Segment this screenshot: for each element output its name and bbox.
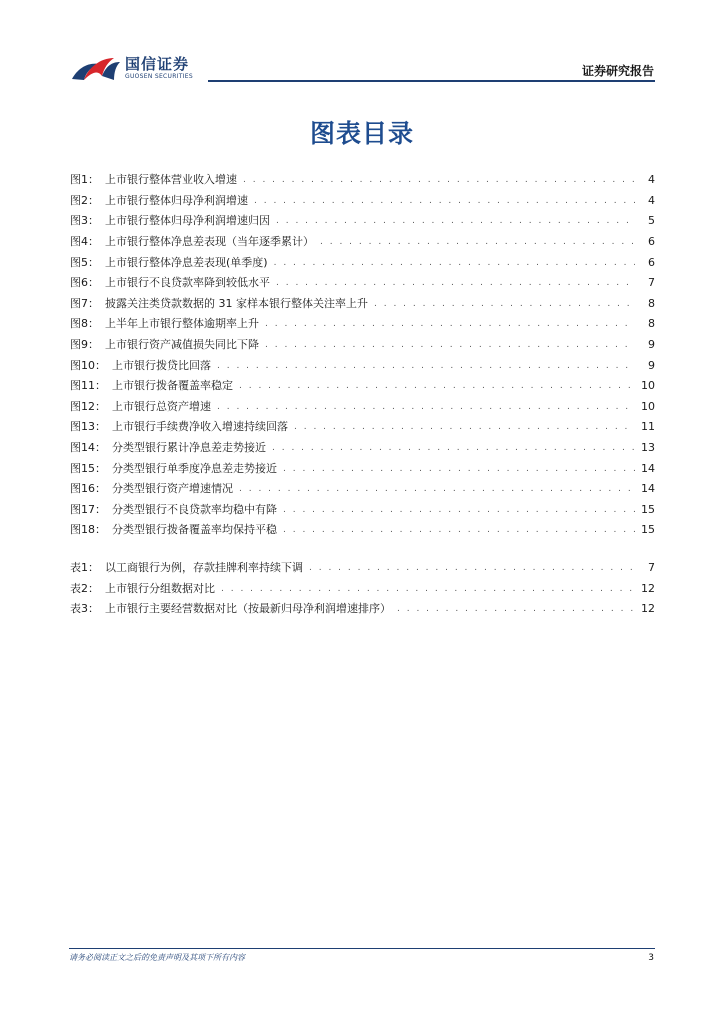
toc-entry[interactable] bbox=[70, 252, 655, 273]
toc-leader-dots bbox=[265, 338, 635, 352]
toc-entry[interactable] bbox=[70, 500, 655, 521]
toc-entry-label: 表3： bbox=[70, 602, 99, 616]
toc-entry-title: 上市银行资产减值损失同比下降 bbox=[105, 338, 259, 352]
toc-leader-dots bbox=[294, 420, 635, 434]
toc-entry-label: 图11： bbox=[70, 379, 106, 393]
toc-leader-dots bbox=[239, 379, 635, 393]
toc-leader-dots bbox=[239, 482, 635, 496]
toc-leader-dots bbox=[221, 582, 635, 596]
page-title: 图表目录 bbox=[309, 119, 414, 148]
toc-leader-dots bbox=[217, 359, 635, 373]
toc-leader-dots bbox=[217, 400, 635, 414]
toc-entry[interactable] bbox=[70, 438, 655, 459]
toc-entry-page: 13 bbox=[641, 441, 655, 455]
toc-entry[interactable] bbox=[70, 170, 655, 191]
header-divider bbox=[208, 80, 655, 82]
toc-entry-page: 5 bbox=[648, 214, 655, 228]
toc-entry-title: 上市银行整体营业收入增速 bbox=[105, 173, 237, 187]
toc-entry-title: 上市银行整体归母净利润增速归因 bbox=[105, 214, 270, 228]
toc-entry[interactable] bbox=[70, 355, 655, 376]
toc-entry-label: 图2： bbox=[70, 193, 99, 207]
toc-entry-page: 8 bbox=[648, 317, 655, 331]
toc-leader-dots bbox=[276, 214, 635, 228]
toc-entry-page: 6 bbox=[648, 255, 655, 269]
toc-entry[interactable] bbox=[70, 335, 655, 356]
toc-entry-label: 图16： bbox=[70, 482, 106, 496]
logo-english-name: GUOSEN SECURITIES bbox=[125, 73, 194, 80]
toc-entry-title: 披露关注类贷款数据的 31 家样本银行整体关注率上升 bbox=[105, 296, 368, 310]
toc-entry-label: 图18： bbox=[70, 523, 106, 537]
toc-entry-label: 图7： bbox=[70, 296, 99, 310]
toc-leader-dots bbox=[320, 235, 635, 249]
logo-chinese-name: 国信证券 bbox=[125, 55, 190, 73]
toc-entry-label: 图1： bbox=[70, 173, 99, 187]
toc-entry-page: 7 bbox=[648, 276, 655, 290]
toc-entry-title: 分类型银行单季度净息差走势接近 bbox=[112, 461, 277, 475]
toc-entry-page: 8 bbox=[648, 296, 655, 310]
toc-entry-title: 上市银行总资产增速 bbox=[112, 399, 211, 413]
toc-entry[interactable] bbox=[70, 599, 655, 620]
guosen-logo bbox=[70, 52, 220, 86]
toc-entry[interactable] bbox=[70, 191, 655, 212]
toc-entry[interactable] bbox=[70, 579, 655, 600]
toc-entry[interactable] bbox=[70, 458, 655, 479]
toc-leader-dots bbox=[283, 523, 635, 537]
toc-entry-title: 上市银行手续费净收入增速持续回落 bbox=[112, 420, 288, 434]
toc-entry-page: 14 bbox=[641, 482, 655, 496]
toc-leader-dots bbox=[243, 173, 635, 187]
toc-entry-label: 图8： bbox=[70, 317, 99, 331]
toc-entry[interactable] bbox=[70, 417, 655, 438]
toc-entry-label: 表2： bbox=[70, 581, 99, 595]
toc-entry[interactable] bbox=[70, 397, 655, 418]
toc-leader-dots bbox=[272, 441, 635, 455]
toc-leader-dots bbox=[274, 256, 635, 270]
toc-leader-dots bbox=[283, 462, 635, 476]
toc-entry-title: 分类型银行资产增速情况 bbox=[112, 482, 233, 496]
page-number: 3 bbox=[648, 953, 654, 963]
toc-leader-dots bbox=[276, 276, 635, 290]
toc-entry-title: 上市银行整体归母净利润增速 bbox=[105, 193, 248, 207]
toc-entry-label: 图12： bbox=[70, 399, 106, 413]
toc-entry-title: 上市银行拨备覆盖率稳定 bbox=[112, 379, 233, 393]
toc-entry-page: 7 bbox=[648, 561, 655, 575]
toc-entry-page: 9 bbox=[648, 338, 655, 352]
toc-entry-title: 上市银行整体净息差表现(单季度) bbox=[105, 255, 268, 269]
toc-entry-label: 图13： bbox=[70, 420, 106, 434]
footer-disclaimer: 请务必阅读正文之后的免责声明及其项下所有内容 bbox=[69, 953, 245, 962]
toc-leader-dots bbox=[397, 602, 635, 616]
toc-entry-page: 6 bbox=[648, 235, 655, 249]
toc-entry-label: 表1： bbox=[70, 561, 99, 575]
toc-entry-page: 12 bbox=[641, 602, 655, 616]
toc-leader-dots bbox=[265, 317, 635, 331]
toc-entry-title: 上市银行分组数据对比 bbox=[105, 581, 215, 595]
toc-entry-title: 分类型银行拨备覆盖率均保持平稳 bbox=[112, 523, 277, 537]
toc-leader-dots bbox=[283, 503, 635, 517]
toc-entry-label: 图9： bbox=[70, 338, 99, 352]
toc-entry-page: 10 bbox=[641, 399, 655, 413]
toc-leader-dots bbox=[374, 297, 635, 311]
toc-entry[interactable] bbox=[70, 314, 655, 335]
toc-entry-page: 15 bbox=[641, 523, 655, 537]
toc-entry[interactable] bbox=[70, 232, 655, 253]
toc-entry-label: 图17： bbox=[70, 502, 106, 516]
guosen-logo-icon bbox=[70, 52, 122, 84]
toc-entry-label: 图15： bbox=[70, 461, 106, 475]
toc-entry-title: 分类型银行不良贷款率均稳中有降 bbox=[112, 502, 277, 516]
toc-entry[interactable] bbox=[70, 558, 655, 579]
toc-entry[interactable] bbox=[70, 273, 655, 294]
toc-entry-page: 10 bbox=[641, 379, 655, 393]
toc-entry-page: 11 bbox=[641, 420, 655, 434]
toc-entry-title: 上市银行整体净息差表现（当年逐季累计） bbox=[105, 235, 314, 249]
toc-entry-page: 15 bbox=[641, 502, 655, 516]
footer-divider bbox=[69, 948, 655, 949]
toc-entry[interactable] bbox=[70, 479, 655, 500]
toc-entry[interactable] bbox=[70, 294, 655, 315]
toc-entry-title: 上市银行不良贷款率降到较低水平 bbox=[105, 276, 270, 290]
toc-entry-title: 以工商银行为例，存款挂牌利率持续下调 bbox=[105, 561, 303, 575]
toc-entry[interactable] bbox=[70, 376, 655, 397]
report-type-label: 证券研究报告 bbox=[581, 64, 654, 78]
toc-entry-title: 上半年上市银行整体逾期率上升 bbox=[105, 317, 259, 331]
toc-entry-page: 9 bbox=[648, 358, 655, 372]
toc-entry-title: 上市银行拨贷比回落 bbox=[112, 358, 211, 372]
toc-leader-dots bbox=[309, 561, 635, 575]
toc-entry-label: 图3： bbox=[70, 214, 99, 228]
toc-leader-dots bbox=[254, 194, 635, 208]
toc-entry-page: 14 bbox=[641, 461, 655, 475]
toc-entry-page: 12 bbox=[641, 581, 655, 595]
toc-entry-label: 图5： bbox=[70, 255, 99, 269]
toc-entry-label: 图10： bbox=[70, 358, 106, 372]
toc-entry-page: 4 bbox=[648, 173, 655, 187]
toc-entry-label: 图14： bbox=[70, 441, 106, 455]
toc-entry[interactable] bbox=[70, 520, 655, 541]
toc-entry[interactable] bbox=[70, 211, 655, 232]
toc-entry-page: 4 bbox=[648, 193, 655, 207]
toc-entry-title: 上市银行主要经营数据对比（按最新归母净利润增速排序） bbox=[105, 602, 391, 616]
toc-entry-label: 图6： bbox=[70, 276, 99, 290]
figure-index bbox=[70, 170, 655, 541]
toc-entry-title: 分类型银行累计净息差走势接近 bbox=[112, 441, 266, 455]
table-index bbox=[70, 558, 655, 620]
toc-entry-label: 图4： bbox=[70, 235, 99, 249]
